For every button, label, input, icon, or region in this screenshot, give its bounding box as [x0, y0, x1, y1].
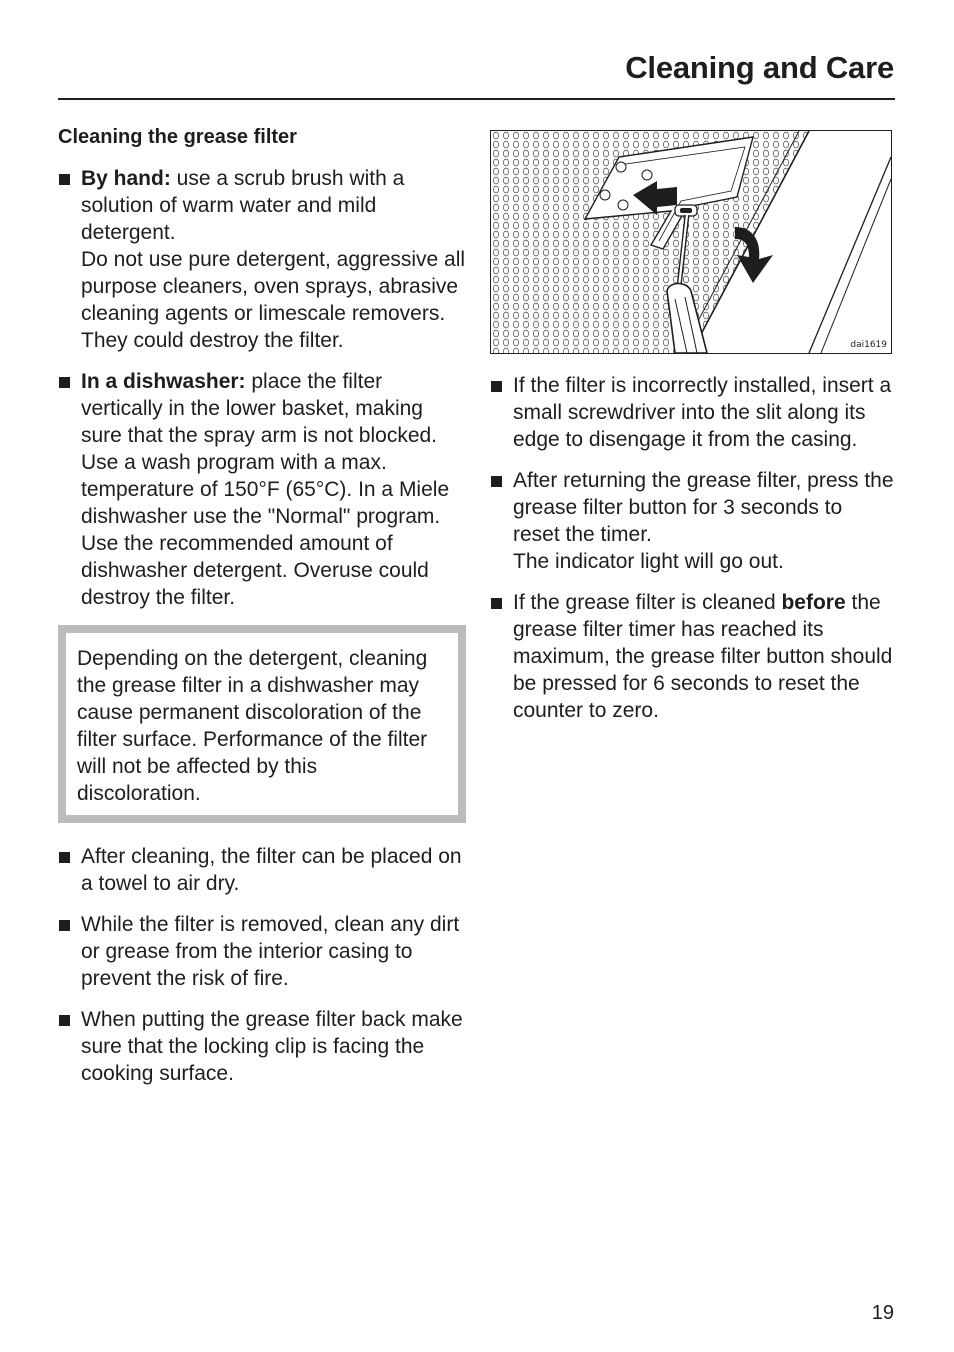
incorrectly-installed-text: If the filter is incorrectly installed, insert a small screwdriver into the slit along its edge to disengage it from the casing.: [513, 374, 892, 451]
note-box: Depending on the detergent, cleaning the grease filter in a dishwasher may cause permanent discoloration of the filter surface. Performance of the filter will not be affected by this discoloration.: [58, 625, 466, 823]
by-hand-warning: Do not use pure detergent, aggressive all purpose cleaners, oven sprays, abrasive cleaning agents or limescale removers. They could destroy the filter.: [81, 248, 466, 352]
bullet-square-icon: [59, 852, 70, 863]
bullet-cleaned-before: [490, 589, 894, 724]
by-hand-text: use a scrub brush with a solution of warm water and mild detergent.: [81, 167, 405, 244]
bullet-square-icon: [59, 174, 70, 185]
bullet-square-icon: [59, 920, 70, 931]
bullet-after-cleaning: [58, 843, 466, 897]
bullet-by-hand: [58, 165, 466, 354]
by-hand-paragraph: [81, 165, 466, 246]
dishwasher-detergent: Use the recommended amount of dishwasher detergent. Overuse could destroy the filter.: [81, 532, 429, 609]
bullet-dishwasher: [58, 368, 466, 611]
filter-illustration: [490, 130, 892, 354]
dishwasher-program: Use a wash program with a max. temperature of 150°F (65°C). In a Miele dishwasher use the "Normal" program.: [81, 451, 450, 528]
cleaned-before-bold: before: [781, 591, 846, 614]
cleaned-before-post: the grease filter timer has reached its maximum, the grease filter button should be pressed for 6 seconds to reset the counter to zero.: [513, 591, 893, 722]
bullet-square-icon: [491, 476, 502, 487]
bullet-square-icon: [59, 377, 70, 388]
bullet-incorrectly-installed: [490, 372, 894, 453]
putting-back-text: When putting the grease filter back make sure that the locking clip is facing the cooking surface.: [81, 1008, 463, 1085]
bullet-putting-back: [58, 1006, 466, 1087]
bullet-square-icon: [491, 381, 502, 392]
bullet-square-icon: [59, 1015, 70, 1026]
after-returning-text: After returning the grease filter, press the grease filter button for 3 seconds to reset the timer.: [513, 469, 894, 546]
right-column: [490, 130, 894, 738]
bullet-after-returning: [490, 467, 894, 575]
bullet-while-removed: [58, 911, 466, 992]
after-cleaning-text: After cleaning, the filter can be placed on a towel to air dry.: [81, 845, 462, 895]
while-removed-text: While the filter is removed, clean any dirt or grease from the interior casing to prevent the risk of fire.: [81, 913, 460, 990]
indicator-light-text: The indicator light will go out.: [513, 550, 784, 573]
page-title: Cleaning and Care: [625, 50, 894, 85]
cleaned-before-pre: If the grease filter is cleaned: [513, 591, 782, 614]
dishwasher-text: place the filter vertically in the lower basket, making sure that the spray arm is not blocked.: [81, 370, 438, 447]
grease-filter-screwdriver-icon: [491, 131, 891, 353]
left-column: [58, 124, 466, 1101]
figure-label: dai1619: [850, 340, 887, 350]
by-hand-label: By hand:: [81, 167, 171, 190]
dishwasher-label: In a dishwasher:: [81, 370, 246, 393]
section-heading: Cleaning the grease filter: [58, 126, 297, 148]
dishwasher-paragraph: [81, 368, 466, 449]
cleaned-before-paragraph: [513, 589, 894, 724]
page-number: 19: [871, 1302, 894, 1324]
bullet-square-icon: [491, 598, 502, 609]
title-rule: [58, 98, 895, 100]
